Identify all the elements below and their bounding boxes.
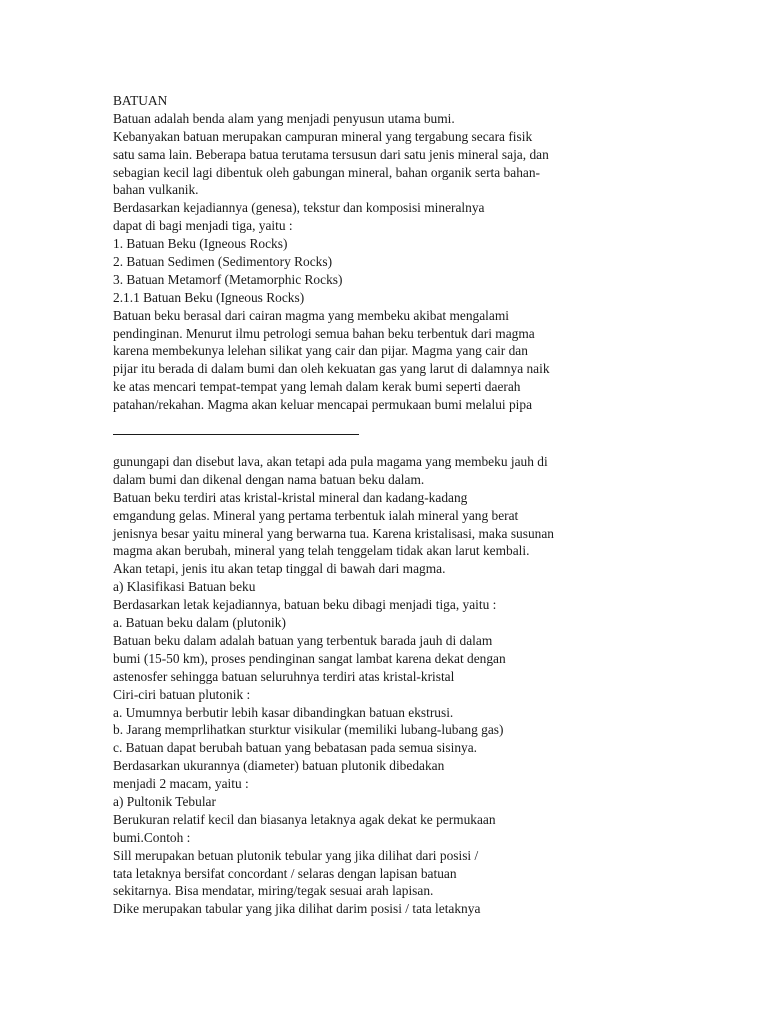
text-line: magma akan berubah, mineral yang telah tenggelam tidak akan larut kembali. <box>113 543 530 559</box>
text-line: sebagian kecil lagi dibentuk oleh gabungan mineral, bahan organik serta bahan- <box>113 164 540 180</box>
text-line: tata letaknya bersifat concordant / selaras dengan lapisan batuan <box>113 865 457 881</box>
text-line: gunungapi dan disebut lava, akan tetapi ada pula magama yang membeku jauh di <box>113 454 548 470</box>
text-line: Berukuran relatif kecil dan biasanya letaknya agak dekat ke permukaan <box>113 811 496 827</box>
text-line: bumi (15-50 km), proses pendinginan sangat lambat karena dekat dengan <box>113 650 506 666</box>
text-line: Berdasarkan kejadiannya (genesa), tekstur dan komposisi mineralnya <box>113 200 485 216</box>
text-line: satu sama lain. Beberapa batua terutama tersusun dari satu jenis mineral saja, dan <box>113 146 549 162</box>
text-line: bumi.Contoh : <box>113 829 191 845</box>
text-line: a) Klasifikasi Batuan beku <box>113 579 256 595</box>
text-block-bottom <box>113 453 753 918</box>
text-line: b. Jarang memprlihatkan sturktur visikular (memiliki lubang-lubang gas) <box>113 722 504 738</box>
text-line: Batuan beku berasal dari cairan magma yang membeku akibat mengalami <box>113 307 509 323</box>
text-line: Batuan beku terdiri atas kristal-kristal mineral dan kadang-kadang <box>113 489 468 505</box>
text-line: a. Umumnya berbutir lebih kasar dibandingkan batuan ekstrusi. <box>113 704 454 720</box>
text-line: 3. Batuan Metamorf (Metamorphic Rocks) <box>113 271 343 287</box>
text-line: a) Pultonik Tebular <box>113 793 216 809</box>
text-line: bahan vulkanik. <box>113 182 199 198</box>
text-line: jenisnya besar yaitu mineral yang berwarna tua. Karena kristalisasi, maka susunan <box>113 525 554 541</box>
text-line: Kebanyakan batuan merupakan campuran mineral yang tergabung secara fisik <box>113 128 533 144</box>
text-line: dalam bumi dan dikenal dengan nama batuan beku dalam. <box>113 471 425 487</box>
text-line: pijar itu berada di dalam bumi dan oleh kekuatan gas yang larut di dalamnya naik <box>113 361 550 377</box>
text-line: sekitarnya. Bisa mendatar, miring/tegak sesuai arah lapisan. <box>113 883 434 899</box>
text-line: emgandung gelas. Mineral yang pertama terbentuk ialah mineral yang berat <box>113 507 519 523</box>
text-line: Batuan adalah benda alam yang menjadi penyusun utama bumi. <box>113 110 455 126</box>
text-line: patahan/rekahan. Magma akan keluar mencapai permukaan bumi melalui pipa <box>113 397 533 413</box>
text-line: 2. Batuan Sedimen (Sedimentory Rocks) <box>113 254 333 270</box>
document-page <box>113 92 753 918</box>
text-line: Dike merupakan tabular yang jika dilihat darim posisi / tata letaknya <box>113 901 481 917</box>
text-line: Berdasarkan letak kejadiannya, batuan beku dibagi menjadi tiga, yaitu : <box>113 597 497 613</box>
text-line: pendinginan. Menurut ilmu petrologi semua bahan beku terbentuk dari magma <box>113 325 535 341</box>
text-line: Berdasarkan ukurannya (diameter) batuan plutonik dibedakan <box>113 758 445 774</box>
text-line: c. Batuan dapat berubah batuan yang bebatasan pada semua sisinya. <box>113 740 478 756</box>
text-line: Sill merupakan betuan plutonik tebular yang jika dilihat dari posisi / <box>113 847 479 863</box>
footnote-separator-line <box>113 434 359 435</box>
text-line: Batuan beku dalam adalah batuan yang terbentuk barada jauh di dalam <box>113 632 493 648</box>
text-line: astenosfer sehingga batuan seluruhnya terdiri atas kristal-kristal <box>113 668 455 684</box>
text-line: 1. Batuan Beku (Igneous Rocks) <box>113 236 288 252</box>
text-block-top <box>113 92 753 414</box>
text-line: a. Batuan beku dalam (plutonik) <box>113 615 286 631</box>
text-line: karena membekunya lelehan silikat yang cair dan pijar. Magma yang cair dan <box>113 343 528 359</box>
text-line: menjadi 2 macam, yaitu : <box>113 776 249 792</box>
text-line: dapat di bagi menjadi tiga, yaitu : <box>113 218 293 234</box>
text-line: ke atas mencari tempat-tempat yang lemah dalam kerak bumi seperti daerah <box>113 379 521 395</box>
text-line: 2.1.1 Batuan Beku (Igneous Rocks) <box>113 289 305 305</box>
text-line: BATUAN <box>113 93 168 108</box>
text-line: Ciri-ciri batuan plutonik : <box>113 686 251 702</box>
text-line: Akan tetapi, jenis itu akan tetap tinggal di bawah dari magma. <box>113 561 446 577</box>
